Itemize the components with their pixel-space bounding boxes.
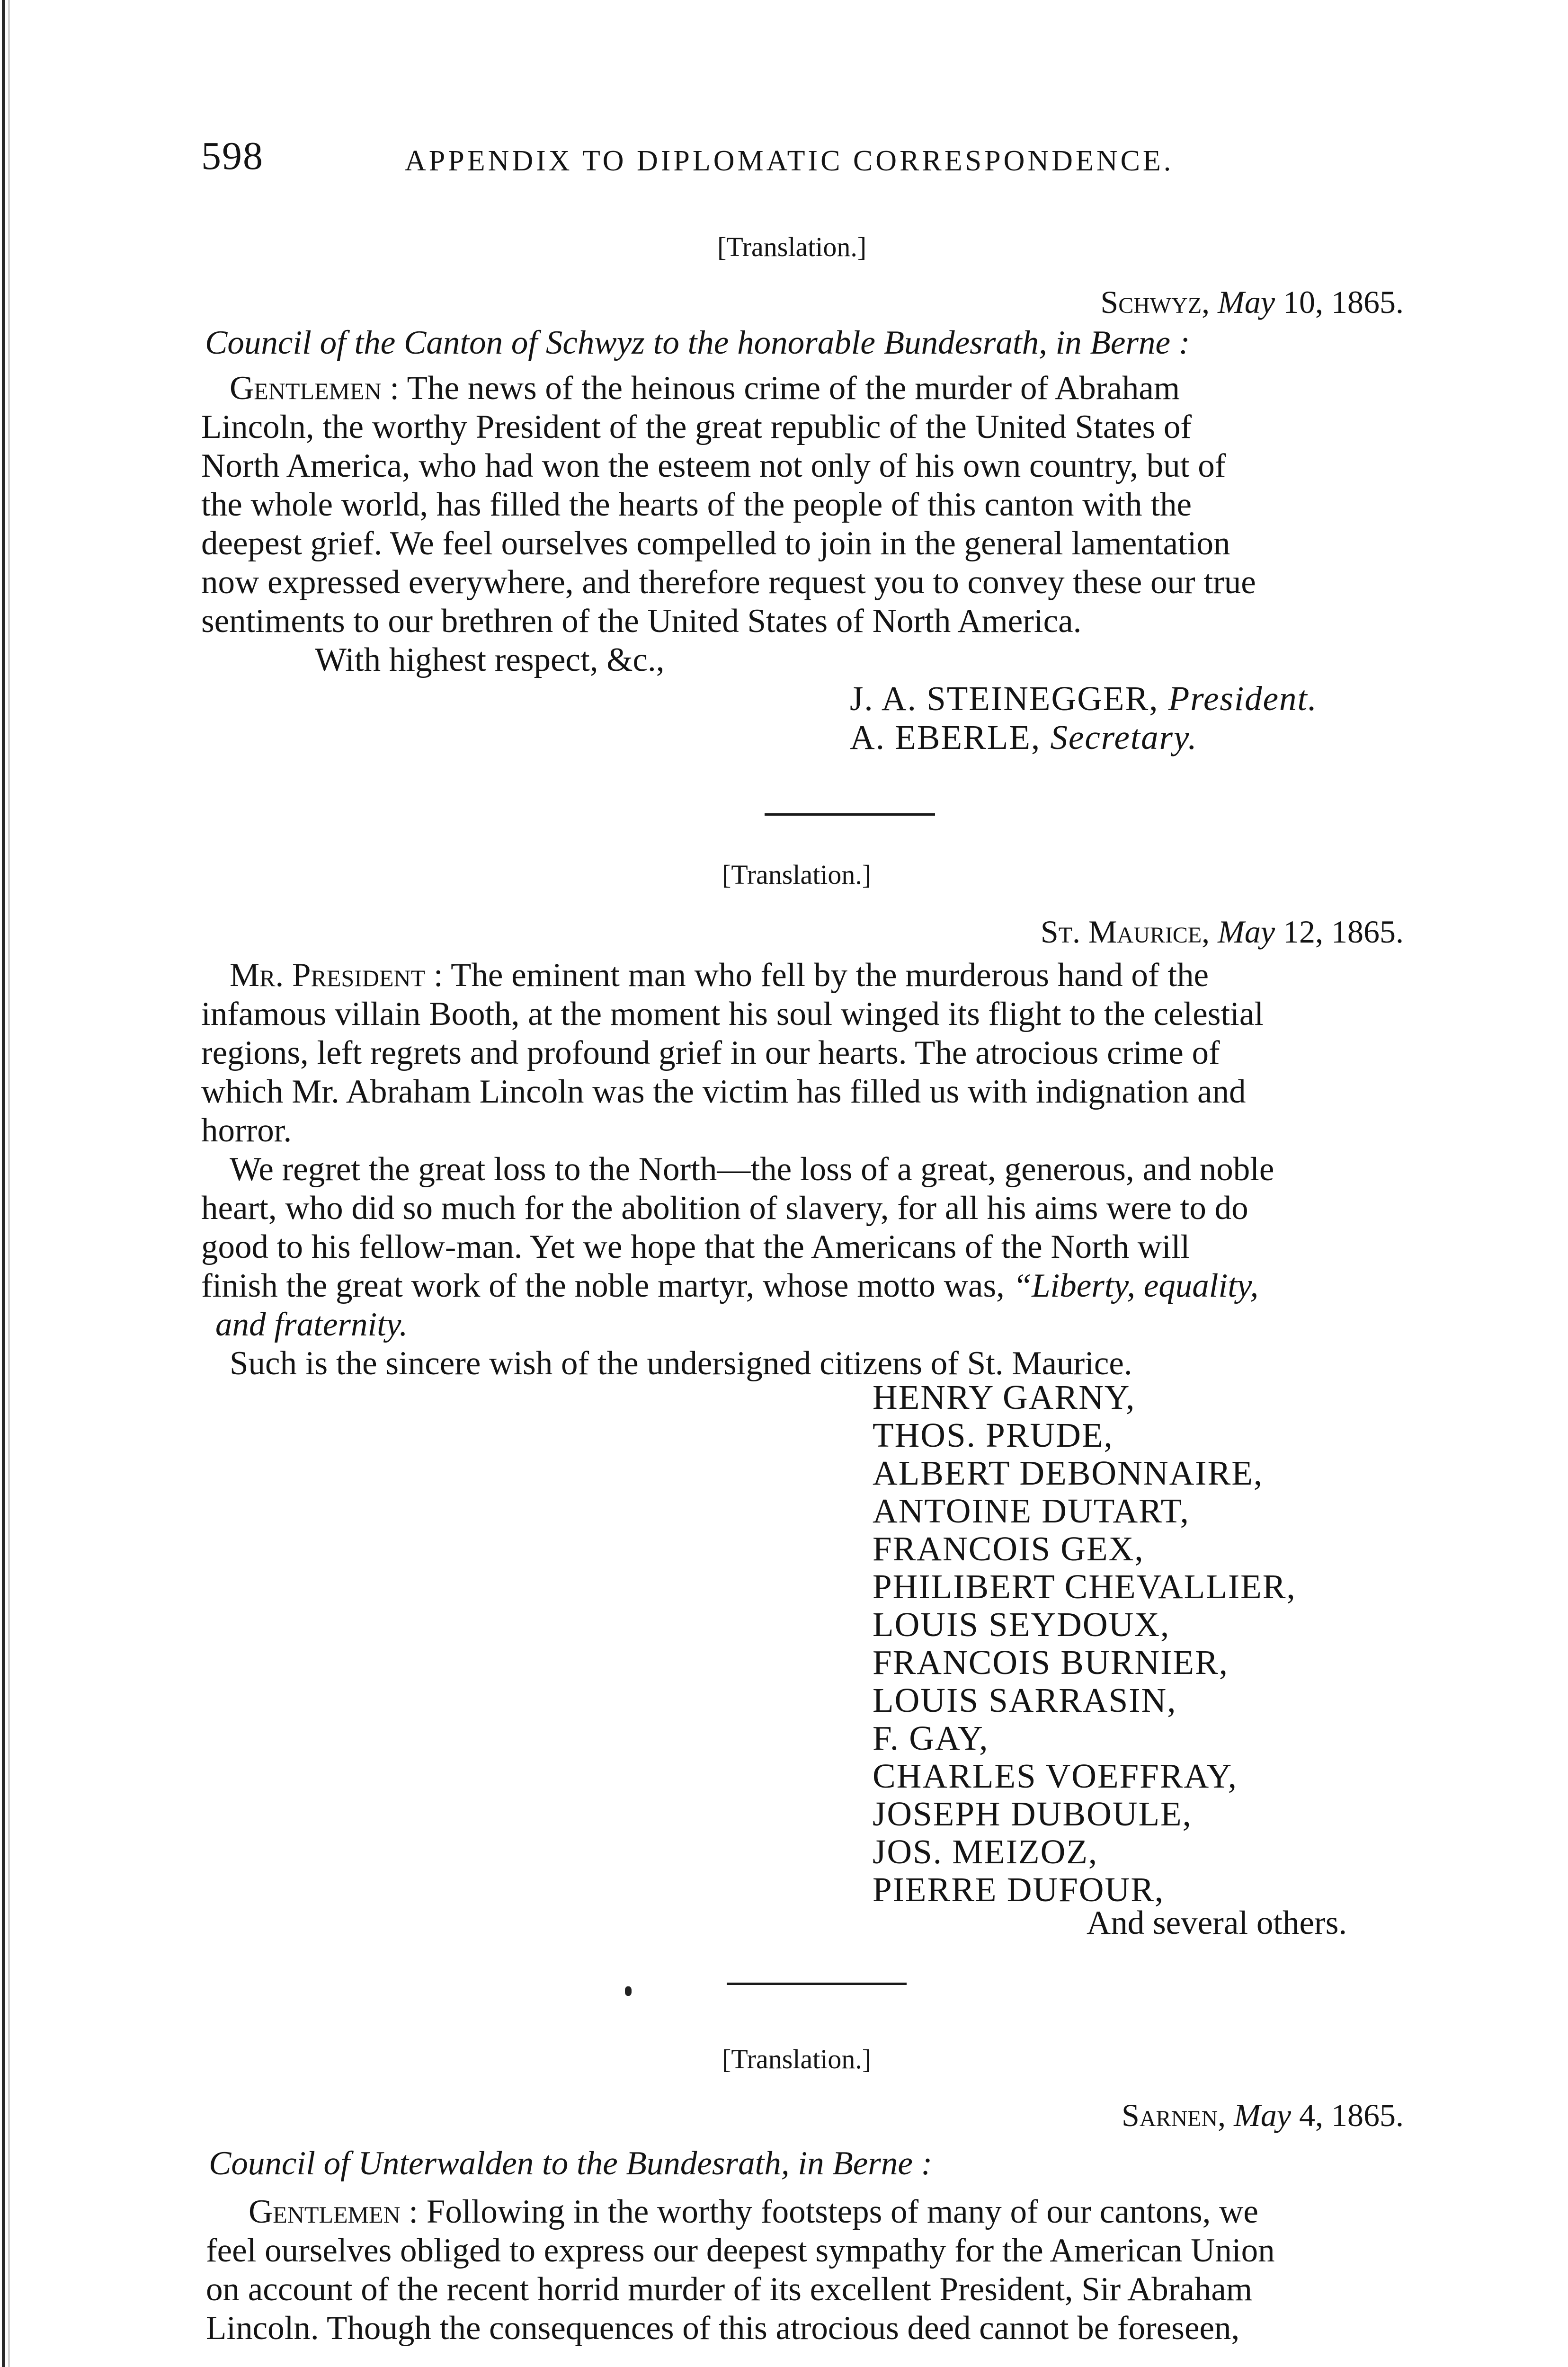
signer-4: ANTOINE DUTART, xyxy=(873,1492,1190,1530)
letter-2-line-3: regions, left regrets and profound grief in our hearts. The atrocious crime of xyxy=(201,1034,1220,1071)
dateline-3-month: May xyxy=(1234,2097,1291,2133)
letter-2-line-4: which Mr. Abraham Lincoln was the victim has filled us with indignation and xyxy=(201,1073,1246,1110)
signer-5: FRANCOIS GEX, xyxy=(873,1530,1144,1568)
dateline-1-place: Schwyz, xyxy=(1100,284,1210,320)
letter-2-line-9 xyxy=(201,1267,1258,1305)
translation-label-2: [Translation.] xyxy=(722,859,872,890)
translation-label-3: [Translation.] xyxy=(722,2044,872,2074)
signature-1 xyxy=(850,680,1318,718)
signature-2-title: Secretary. xyxy=(1050,718,1198,756)
letter-1-line-1 xyxy=(230,369,1180,407)
signature-1-name: J. A. STEINEGGER, xyxy=(850,679,1159,718)
letter-1-line-4: the whole world, has filled the hearts of the people of this canton with the xyxy=(201,486,1192,523)
letter-2-line-7: heart, who did so much for the abolition of slavery, for all his aims were to do xyxy=(201,1190,1248,1227)
signer-8: FRANCOIS BURNIER, xyxy=(873,1643,1229,1682)
ink-speck xyxy=(625,1986,632,1996)
dateline-3 xyxy=(1122,2096,1404,2134)
closing-1: With highest respect, &c., xyxy=(315,641,665,678)
signature-1-title: President. xyxy=(1168,679,1318,718)
dateline-2-month: May xyxy=(1218,914,1275,950)
salutation-3: Gentlemen : xyxy=(249,2193,419,2230)
dateline-2-rest: 12, 1865. xyxy=(1283,914,1404,950)
signature-2 xyxy=(850,719,1198,756)
address-1: Council of the Canton of Schwyz to the honorable Bundesrath, in Berne : xyxy=(205,324,1190,361)
signer-3: ALBERT DEBONNAIRE, xyxy=(873,1454,1264,1492)
signer-10: F. GAY, xyxy=(873,1719,989,1757)
dateline-3-place: Sarnen, xyxy=(1122,2097,1226,2133)
dateline-2-place: St. Maurice, xyxy=(1040,914,1210,950)
motto-part-2: and fraternity. xyxy=(215,1306,408,1343)
letter-2-line-1 xyxy=(230,956,1209,994)
letter-2-line-2: infamous villain Booth, at the moment his soul winged its flight to the celestial xyxy=(201,996,1264,1032)
signature-2-name: A. EBERLE, xyxy=(850,718,1041,756)
letter-2-line-5: horror. xyxy=(201,1112,292,1149)
page-number: 598 xyxy=(201,134,264,178)
signer-7: LOUIS SEYDOUX, xyxy=(873,1605,1170,1644)
running-head: APPENDIX TO DIPLOMATIC CORRESPONDENCE. xyxy=(405,145,1174,177)
letter-2-text-1: The eminent man who fell by the murderous hand of the xyxy=(451,957,1209,994)
dateline-1-month: May xyxy=(1218,284,1275,320)
signer-13: JOS. MEIZOZ, xyxy=(873,1833,1098,1871)
and-several-others: And several others. xyxy=(1087,1904,1347,1941)
letter-3-line-3: on account of the recent horrid murder of its excellent President, Sir Abraham xyxy=(206,2271,1253,2308)
signer-2: THOS. PRUDE, xyxy=(873,1416,1114,1454)
signer-11: CHARLES VOEFFRAY, xyxy=(873,1757,1238,1795)
salutation-2: Mr. President : xyxy=(230,957,443,994)
letter-1-line-2: Lincoln, the worthy President of the great republic of the United States of xyxy=(201,409,1192,445)
letter-2-line-11: Such is the sincere wish of the undersigned citizens of St. Maurice. xyxy=(230,1345,1132,1382)
dateline-2 xyxy=(1041,913,1404,951)
translation-label-1: [Translation.] xyxy=(717,231,867,262)
letter-3-line-2: feel ourselves obliged to express our deepest sympathy for the American Union xyxy=(206,2232,1275,2269)
letter-1-line-3: North America, who had won the esteem not only of his own country, but of xyxy=(201,447,1226,484)
letter-3-text-1: Following in the worthy footsteps of many of our cantons, we xyxy=(426,2193,1258,2230)
letter-1-line-7: sentiments to our brethren of the United States of North America. xyxy=(201,603,1082,640)
letter-2-text-9: finish the great work of the noble martyr, whose motto was, xyxy=(201,1267,1013,1304)
letter-3-line-1 xyxy=(249,2193,1258,2231)
letter-2-line-6: We regret the great loss to the North—the loss of a great, generous, and noble xyxy=(230,1151,1274,1188)
page-binding-edge xyxy=(2,0,5,2367)
signer-14: PIERRE DUFOUR, xyxy=(873,1870,1165,1909)
motto-part-1: “Liberty, equality, xyxy=(1013,1267,1259,1304)
dateline-3-rest: 4, 1865. xyxy=(1299,2097,1404,2133)
section-divider-1 xyxy=(765,813,935,816)
address-3: Council of Unterwalden to the Bundesrath, in Berne : xyxy=(209,2145,933,2182)
signer-12: JOSEPH DUBOULE, xyxy=(873,1795,1192,1833)
salutation-1: Gentlemen : xyxy=(230,370,400,407)
letter-1-line-5: deepest grief. We feel ourselves compelled to join in the general lamentation xyxy=(201,525,1230,562)
letter-2-line-8: good to his fellow-man. Yet we hope that the Americans of the North will xyxy=(201,1228,1190,1265)
section-divider-2 xyxy=(727,1983,907,1985)
signer-1: HENRY GARNY, xyxy=(873,1378,1136,1416)
letter-3-line-4: Lincoln. Though the consequences of this atrocious deed cannot be foreseen, xyxy=(206,2310,1240,2347)
signer-6: PHILIBERT CHEVALLIER, xyxy=(873,1567,1296,1606)
signer-9: LOUIS SARRASIN, xyxy=(873,1681,1177,1719)
letter-1-text-1: The news of the heinous crime of the murder of Abraham xyxy=(407,370,1180,407)
dateline-1 xyxy=(1100,283,1404,321)
dateline-1-rest: 10, 1865. xyxy=(1283,284,1404,320)
letter-1-line-6: now expressed everywhere, and therefore request you to convey these our true xyxy=(201,564,1256,601)
